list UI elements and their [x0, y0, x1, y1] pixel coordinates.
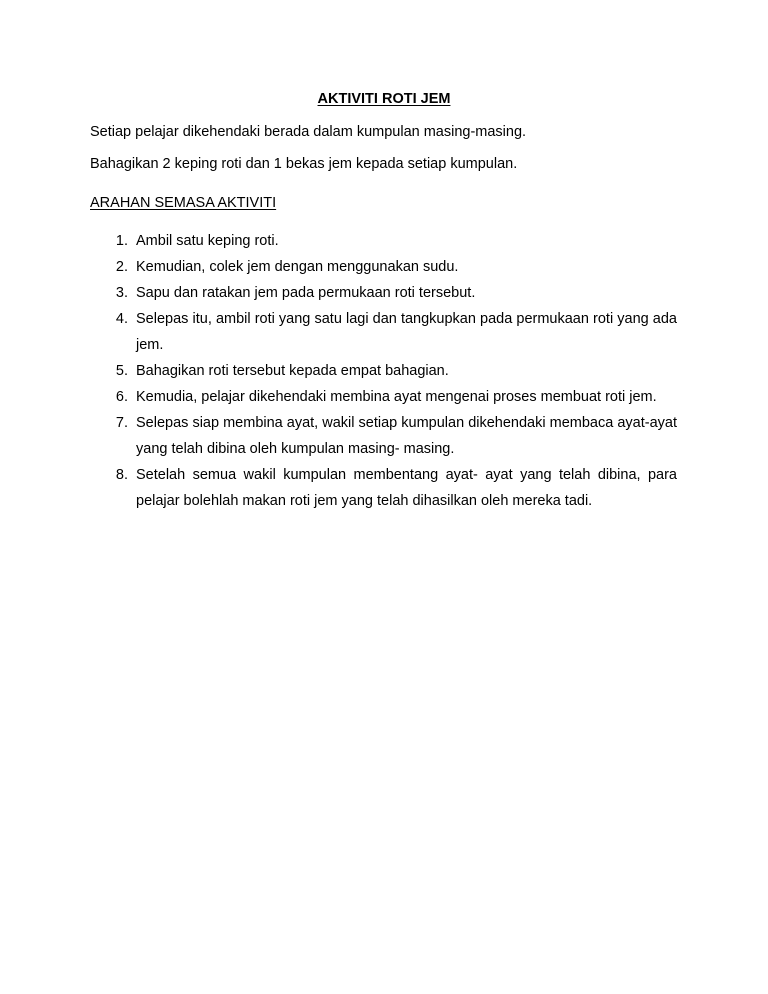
intro-paragraph-2: Bahagikan 2 keping roti dan 1 bekas jem kepada setiap kumpulan. — [90, 156, 518, 172]
step-number: 2. — [115, 259, 128, 275]
step-number: 3. — [115, 285, 128, 301]
intro-paragraph-1: Setiap pelajar dikehendaki berada dalam kumpulan masing-masing. — [90, 124, 527, 140]
instruction-item — [0, 254, 677, 280]
step-number: 4. — [115, 311, 128, 327]
step-number: 1. — [115, 233, 128, 249]
section-heading: ARAHAN SEMASA AKTIVITI — [90, 195, 277, 211]
document-title: AKTIVITI ROTI JEM — [317, 91, 451, 107]
step-text: Selepas itu, ambil roti yang satu lagi dan tangkupkan pada permukaan roti yang ada jem. — [136, 311, 677, 353]
step-text: Kemudian, colek jem dengan menggunakan sudu. — [136, 259, 459, 275]
step-number: 6. — [115, 389, 128, 405]
instruction-item — [0, 384, 677, 410]
step-number: 5. — [115, 363, 128, 379]
step-text: Setelah semua wakil kumpulan membentang ayat- ayat yang telah dibina, para pelajar bolehlah makan roti jem yang telah dihasilkan oleh mereka tadi. — [136, 467, 677, 509]
instruction-item — [0, 228, 677, 254]
step-number: 8. — [115, 467, 128, 483]
instruction-item — [0, 462, 677, 514]
step-text: Ambil satu keping roti. — [136, 233, 279, 249]
instruction-item — [0, 280, 677, 306]
instruction-item — [0, 358, 677, 384]
instruction-item — [0, 410, 677, 462]
step-text: Bahagikan roti tersebut kepada empat bahagian. — [136, 363, 449, 379]
instruction-list — [0, 228, 768, 514]
step-text: Kemudia, pelajar dikehendaki membina ayat mengenai proses membuat roti jem. — [136, 389, 657, 405]
instruction-item — [0, 306, 677, 358]
step-text: Selepas siap membina ayat, wakil setiap kumpulan dikehendaki membaca ayat-ayat yang telah dibina oleh kumpulan masing- masing. — [136, 415, 677, 457]
step-text: Sapu dan ratakan jem pada permukaan roti tersebut. — [136, 285, 476, 301]
step-number: 7. — [115, 415, 128, 431]
